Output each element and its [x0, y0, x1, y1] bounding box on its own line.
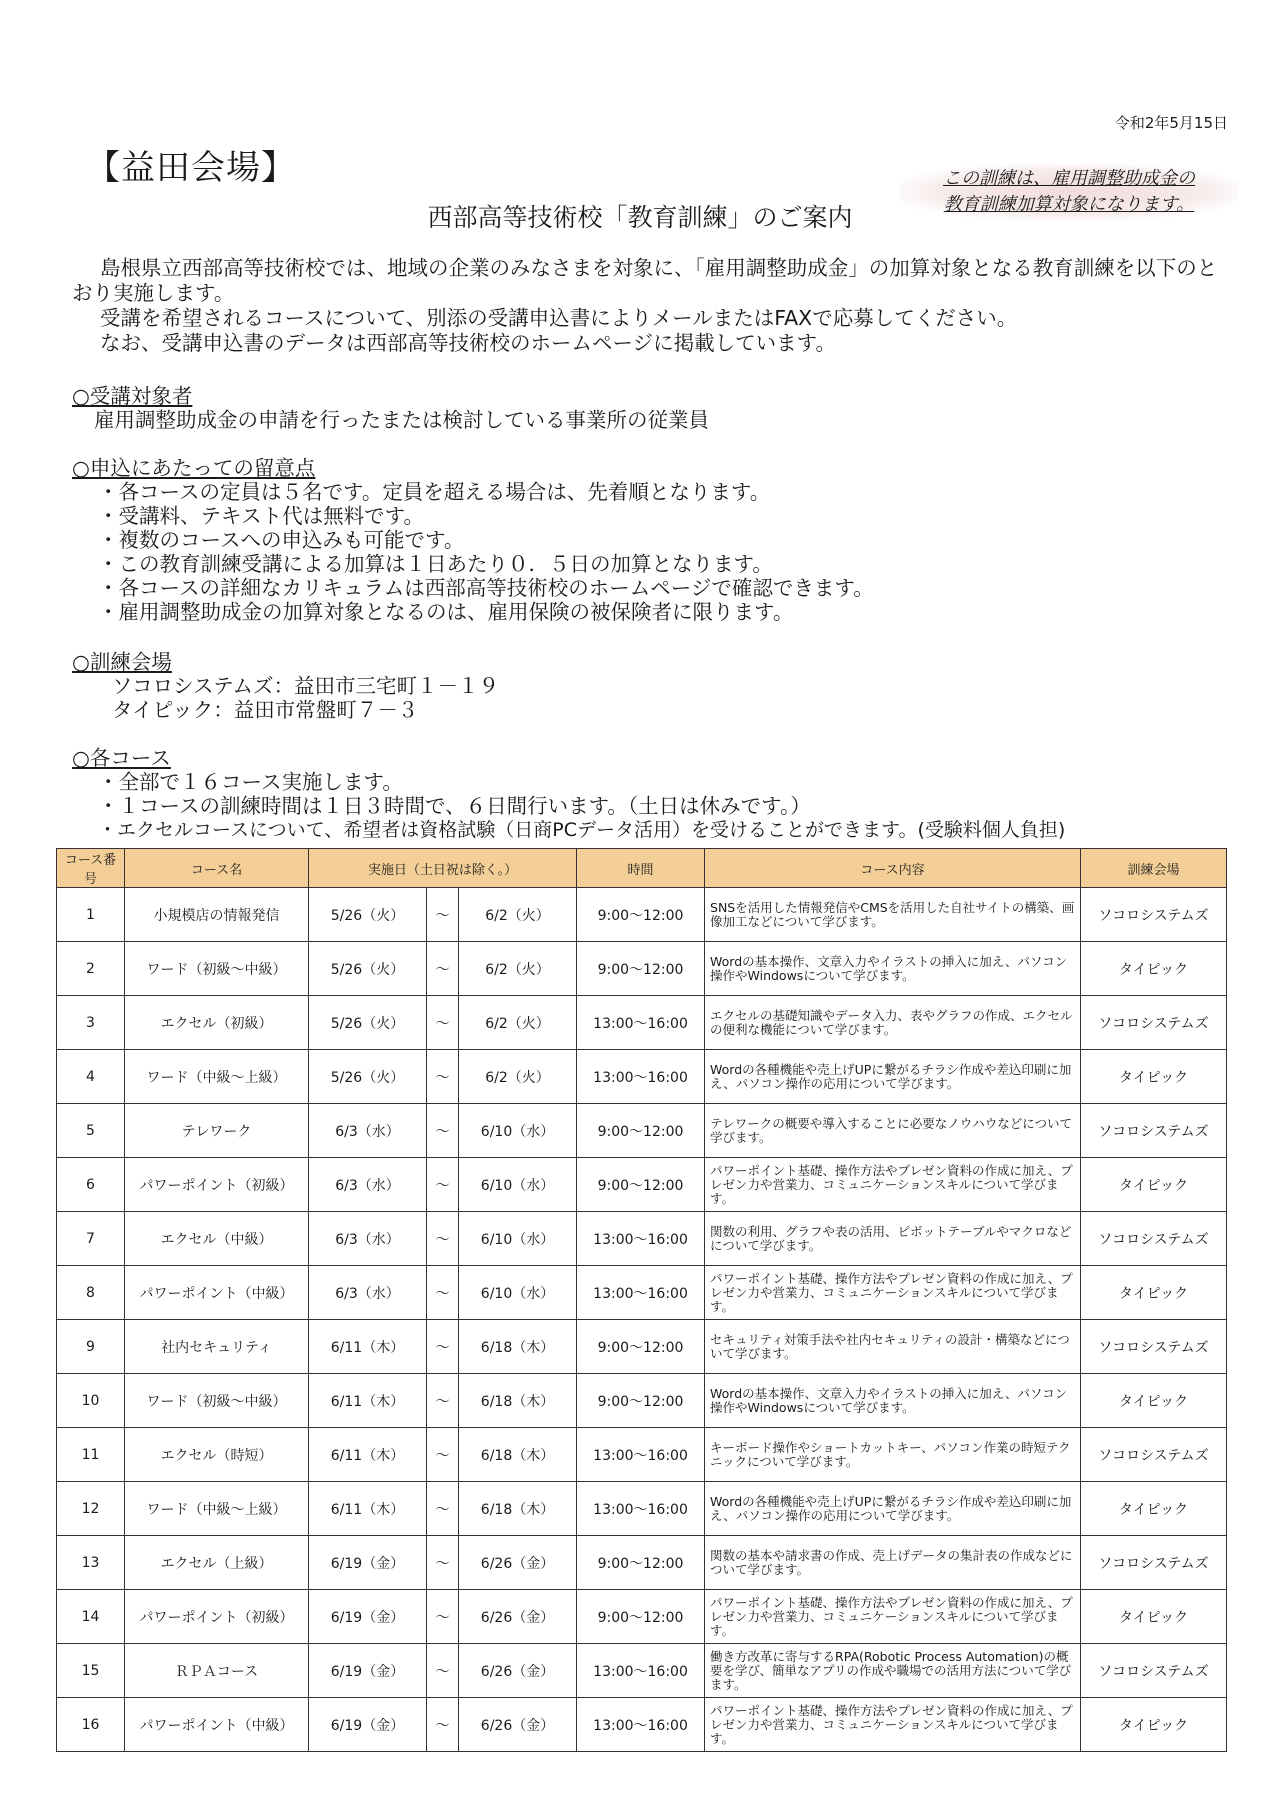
site-section [72, 650, 499, 722]
start-date-cell: 6/19（金） [309, 1536, 427, 1590]
training-site-cell: タイピック [1081, 1158, 1227, 1212]
end-date-cell: 6/10（水） [459, 1212, 577, 1266]
course-number-cell: 7 [57, 1212, 125, 1266]
start-date-cell: 6/3（水） [309, 1104, 427, 1158]
start-date-cell: 6/11（木） [309, 1482, 427, 1536]
header-site: 訓練会場 [1081, 849, 1227, 888]
intro-paragraph: 受講を希望されるコースについて、別添の受講申込書によりメールまたはFAXで応募してください。 [100, 306, 1018, 330]
course-number-cell: 6 [57, 1158, 125, 1212]
venue-heading: 【益田会場】 [86, 148, 296, 188]
time-cell: 13:00～16:00 [577, 1698, 705, 1752]
end-date-cell: 6/2（火） [459, 1050, 577, 1104]
course-number-cell: 14 [57, 1590, 125, 1644]
start-date-cell: 5/26（火） [309, 942, 427, 996]
notes-item: ・雇用調整助成金の加算対象となるのは、雇用保険の被保険者に限ります。 [98, 600, 794, 624]
time-cell: 9:00～12:00 [577, 1590, 705, 1644]
time-cell: 9:00～12:00 [577, 1320, 705, 1374]
table-row [57, 888, 1227, 942]
site-item: ソコロシステムズ：益田市三宅町１－１９ [112, 674, 500, 698]
training-site-cell: ソコロシステムズ [1081, 996, 1227, 1050]
notes-item: ・複数のコースへの申込みも可能です。 [98, 528, 465, 552]
training-site-cell: ソコロシステムズ [1081, 1104, 1227, 1158]
header-dates: 実施日（土日祝は除く。） [309, 849, 577, 888]
start-date-cell: 6/11（木） [309, 1374, 427, 1428]
course-name-cell: テレワーク [125, 1104, 309, 1158]
courses-item: ・エクセルコースについて、希望者は資格試験（日商PCデータ活用）を受けることができます。(受験料個人負担) [98, 819, 1066, 841]
end-date-cell: 6/26（金） [459, 1644, 577, 1698]
course-name-cell: 社内セキュリティ [125, 1320, 309, 1374]
table-row [57, 1374, 1227, 1428]
course-content-cell: Wordの各種機能や売上げUPに繋がるチラシ作成や差込印刷に加え、パソコン操作の応用について学びます。 [705, 1050, 1081, 1104]
document-date: 令和2年5月15日 [1114, 114, 1228, 132]
course-content-cell: 働き方改革に寄与するRPA(Robotic Process Automation)の概要を学び、簡単なアプリの作成や職場での活用方法について学びます。 [705, 1644, 1081, 1698]
course-number-cell: 12 [57, 1482, 125, 1536]
date-separator-cell: ～ [427, 1644, 459, 1698]
end-date-cell: 6/10（水） [459, 1158, 577, 1212]
training-site-cell: ソコロシステムズ [1081, 1320, 1227, 1374]
course-name-cell: パワーポイント（中級） [125, 1698, 309, 1752]
end-date-cell: 6/2（火） [459, 888, 577, 942]
date-separator-cell: ～ [427, 888, 459, 942]
table-row [57, 1158, 1227, 1212]
start-date-cell: 5/26（火） [309, 996, 427, 1050]
date-separator-cell: ～ [427, 1590, 459, 1644]
course-number-cell: 3 [57, 996, 125, 1050]
date-separator-cell: ～ [427, 1374, 459, 1428]
course-content-cell: 関数の基本や請求書の作成、売上げデータの集計表の作成などについて学びます。 [705, 1536, 1081, 1590]
course-content-cell: 関数の利用、グラフや表の活用、ピボットテーブルやマクロなどについて学びます。 [705, 1212, 1081, 1266]
table-row [57, 1536, 1227, 1590]
time-cell: 13:00～16:00 [577, 996, 705, 1050]
start-date-cell: 6/11（木） [309, 1320, 427, 1374]
date-separator-cell: ～ [427, 1050, 459, 1104]
course-content-cell: セキュリティ対策手法や社内セキュリティの設計・構築などについて学びます。 [705, 1320, 1081, 1374]
time-cell: 13:00～16:00 [577, 1644, 705, 1698]
notes-section [72, 456, 874, 624]
date-separator-cell: ～ [427, 1212, 459, 1266]
course-number-cell: 1 [57, 888, 125, 942]
time-cell: 9:00～12:00 [577, 1104, 705, 1158]
course-name-cell: ＲＰＡコース [125, 1644, 309, 1698]
courses-item: ・全部で１６コース実施します。 [98, 770, 403, 794]
course-name-cell: ワード（中級～上級） [125, 1482, 309, 1536]
date-separator-cell: ～ [427, 1482, 459, 1536]
course-number-cell: 9 [57, 1320, 125, 1374]
course-content-cell: パワーポイント基礎、操作方法やプレゼン資料の作成に加え、プレゼン力や営業力、コミュニケーションスキルについて学びます。 [705, 1158, 1081, 1212]
table-row [57, 1212, 1227, 1266]
start-date-cell: 6/3（水） [309, 1158, 427, 1212]
date-separator-cell: ～ [427, 942, 459, 996]
date-separator-cell: ～ [427, 1266, 459, 1320]
course-name-cell: パワーポイント（初級） [125, 1590, 309, 1644]
end-date-cell: 6/2（火） [459, 942, 577, 996]
training-site-cell: タイピック [1081, 1482, 1227, 1536]
site-heading: ○訓練会場 [72, 650, 172, 674]
training-site-cell: タイピック [1081, 1698, 1227, 1752]
date-separator-cell: ～ [427, 1320, 459, 1374]
time-cell: 9:00～12:00 [577, 1536, 705, 1590]
end-date-cell: 6/2（火） [459, 996, 577, 1050]
time-cell: 9:00～12:00 [577, 888, 705, 942]
course-content-cell: Wordの各種機能や売上げUPに繋がるチラシ作成や差込印刷に加え、パソコン操作の応用について学びます。 [705, 1482, 1081, 1536]
site-item: タイピック：益田市常盤町７－３ [112, 698, 419, 722]
start-date-cell: 6/3（水） [309, 1266, 427, 1320]
time-cell: 9:00～12:00 [577, 1374, 705, 1428]
table-row [57, 996, 1227, 1050]
time-cell: 13:00～16:00 [577, 1050, 705, 1104]
end-date-cell: 6/10（水） [459, 1266, 577, 1320]
course-content-cell: Wordの基本操作、文章入力やイラストの挿入に加え、パソコン操作やWindowsについて学びます。 [705, 1374, 1081, 1428]
start-date-cell: 6/11（木） [309, 1428, 427, 1482]
time-cell: 9:00～12:00 [577, 942, 705, 996]
end-date-cell: 6/18（木） [459, 1428, 577, 1482]
course-content-cell: パワーポイント基礎、操作方法やプレゼン資料の作成に加え、プレゼン力や営業力、コミュニケーションスキルについて学びます。 [705, 1698, 1081, 1752]
start-date-cell: 6/19（金） [309, 1644, 427, 1698]
end-date-cell: 6/18（木） [459, 1320, 577, 1374]
time-cell: 9:00～12:00 [577, 1158, 705, 1212]
course-content-cell: SNSを活用した情報発信やCMSを活用した自社サイトの構築、画像加工などについて学びます。 [705, 888, 1081, 942]
date-separator-cell: ～ [427, 1104, 459, 1158]
notes-heading: ○申込にあたっての留意点 [72, 456, 316, 480]
course-number-cell: 11 [57, 1428, 125, 1482]
target-body: 雇用調整助成金の申請を行ったまたは検討している事業所の従業員 [94, 408, 709, 432]
end-date-cell: 6/26（金） [459, 1698, 577, 1752]
table-row [57, 1320, 1227, 1374]
course-content-cell: パワーポイント基礎、操作方法やプレゼン資料の作成に加え、プレゼン力や営業力、コミュニケーションスキルについて学びます。 [705, 1590, 1081, 1644]
header-course-name: コース名 [125, 849, 309, 888]
start-date-cell: 6/19（金） [309, 1590, 427, 1644]
subsidy-note-line: この訓練は、雇用調整助成金の [943, 168, 1195, 189]
time-cell: 13:00～16:00 [577, 1428, 705, 1482]
date-separator-cell: ～ [427, 996, 459, 1050]
course-number-cell: 2 [57, 942, 125, 996]
course-table [56, 848, 1227, 1752]
course-content-cell: エクセルの基礎知識やデータ入力、表やグラフの作成、エクセルの便利な機能について学びます。 [705, 996, 1081, 1050]
table-row [57, 1698, 1227, 1752]
notes-item: ・各コースの詳細なカリキュラムは西部高等技術校のホームページで確認できます。 [98, 576, 874, 600]
course-name-cell: エクセル（上級） [125, 1536, 309, 1590]
start-date-cell: 5/26（火） [309, 1050, 427, 1104]
training-site-cell: タイピック [1081, 942, 1227, 996]
courses-section [72, 746, 1065, 842]
training-site-cell: ソコロシステムズ [1081, 1644, 1227, 1698]
header-time: 時間 [577, 849, 705, 888]
time-cell: 13:00～16:00 [577, 1482, 705, 1536]
training-site-cell: タイピック [1081, 1590, 1227, 1644]
table-row [57, 1590, 1227, 1644]
end-date-cell: 6/18（木） [459, 1482, 577, 1536]
header-content: コース内容 [705, 849, 1081, 888]
table-row [57, 1104, 1227, 1158]
course-name-cell: エクセル（中級） [125, 1212, 309, 1266]
course-name-cell: エクセル（初級） [125, 996, 309, 1050]
time-cell: 13:00～16:00 [577, 1212, 705, 1266]
header-course-number: コース番号 [57, 849, 125, 888]
date-separator-cell: ～ [427, 1428, 459, 1482]
course-name-cell: パワーポイント（中級） [125, 1266, 309, 1320]
course-name-cell: パワーポイント（初級） [125, 1158, 309, 1212]
course-number-cell: 10 [57, 1374, 125, 1428]
end-date-cell: 6/26（金） [459, 1536, 577, 1590]
start-date-cell: 6/19（金） [309, 1698, 427, 1752]
date-separator-cell: ～ [427, 1536, 459, 1590]
table-row [57, 1050, 1227, 1104]
course-name-cell: 小規模店の情報発信 [125, 888, 309, 942]
start-date-cell: 5/26（火） [309, 888, 427, 942]
intro-paragraph: なお、受講申込書のデータは西部高等技術校のホームページに掲載しています。 [100, 331, 836, 355]
course-number-cell: 8 [57, 1266, 125, 1320]
course-content-cell: パワーポイント基礎、操作方法やプレゼン資料の作成に加え、プレゼン力や営業力、コミュニケーションスキルについて学びます。 [705, 1266, 1081, 1320]
courses-heading: ○各コース [72, 746, 171, 770]
table-row [57, 942, 1227, 996]
table-header-row [57, 849, 1227, 888]
course-content-cell: テレワークの概要や導入することに必要なノウハウなどについて学びます。 [705, 1104, 1081, 1158]
training-site-cell: タイピック [1081, 1050, 1227, 1104]
start-date-cell: 6/3（水） [309, 1212, 427, 1266]
page-title: 西部高等技術校「教育訓練」のご案内 [427, 203, 853, 232]
training-site-cell: ソコロシステムズ [1081, 1428, 1227, 1482]
notes-item: ・受講料、テキスト代は無料です。 [98, 504, 424, 528]
training-site-cell: タイピック [1081, 1266, 1227, 1320]
time-cell: 13:00～16:00 [577, 1266, 705, 1320]
intro-paragraphs [72, 256, 1232, 356]
table-row [57, 1482, 1227, 1536]
end-date-cell: 6/10（水） [459, 1104, 577, 1158]
subsidy-note-line: 教育訓練加算対象になります。 [943, 194, 1195, 215]
course-number-cell: 5 [57, 1104, 125, 1158]
course-number-cell: 16 [57, 1698, 125, 1752]
course-content-cell: キーボード操作やショートカットキー、パソコン作業の時短テクニックについて学びます。 [705, 1428, 1081, 1482]
course-number-cell: 15 [57, 1644, 125, 1698]
intro-paragraph: 島根県立西部高等技術校では、地域の企業のみなさまを対象に、「雇用調整助成金」の加算対象となる教育訓練を以下のとおり実施します。 [72, 256, 1218, 305]
training-site-cell: ソコロシステムズ [1081, 1212, 1227, 1266]
course-name-cell: ワード（初級～中級） [125, 1374, 309, 1428]
course-number-cell: 13 [57, 1536, 125, 1590]
table-row [57, 1266, 1227, 1320]
courses-item: ・１コースの訓練時間は１日３時間で、６日間行います。（土日は休みです。） [98, 794, 811, 818]
end-date-cell: 6/18（木） [459, 1374, 577, 1428]
notes-item: ・この教育訓練受講による加算は１日あたり０．５日の加算となります。 [98, 552, 773, 576]
table-row [57, 1644, 1227, 1698]
course-number-cell: 4 [57, 1050, 125, 1104]
course-name-cell: エクセル（時短） [125, 1428, 309, 1482]
target-section [72, 384, 709, 432]
date-separator-cell: ～ [427, 1698, 459, 1752]
date-separator-cell: ～ [427, 1158, 459, 1212]
training-site-cell: ソコロシステムズ [1081, 1536, 1227, 1590]
course-name-cell: ワード（中級～上級） [125, 1050, 309, 1104]
end-date-cell: 6/26（金） [459, 1590, 577, 1644]
table-row [57, 1428, 1227, 1482]
course-name-cell: ワード（初級～中級） [125, 942, 309, 996]
training-site-cell: タイピック [1081, 1374, 1227, 1428]
training-site-cell: ソコロシステムズ [1081, 888, 1227, 942]
notes-item: ・各コースの定員は５名です。定員を超える場合は、先着順となります。 [98, 480, 771, 504]
course-content-cell: Wordの基本操作、文章入力やイラストの挿入に加え、パソコン操作やWindowsについて学びます。 [705, 942, 1081, 996]
target-heading: ○受講対象者 [72, 384, 193, 408]
